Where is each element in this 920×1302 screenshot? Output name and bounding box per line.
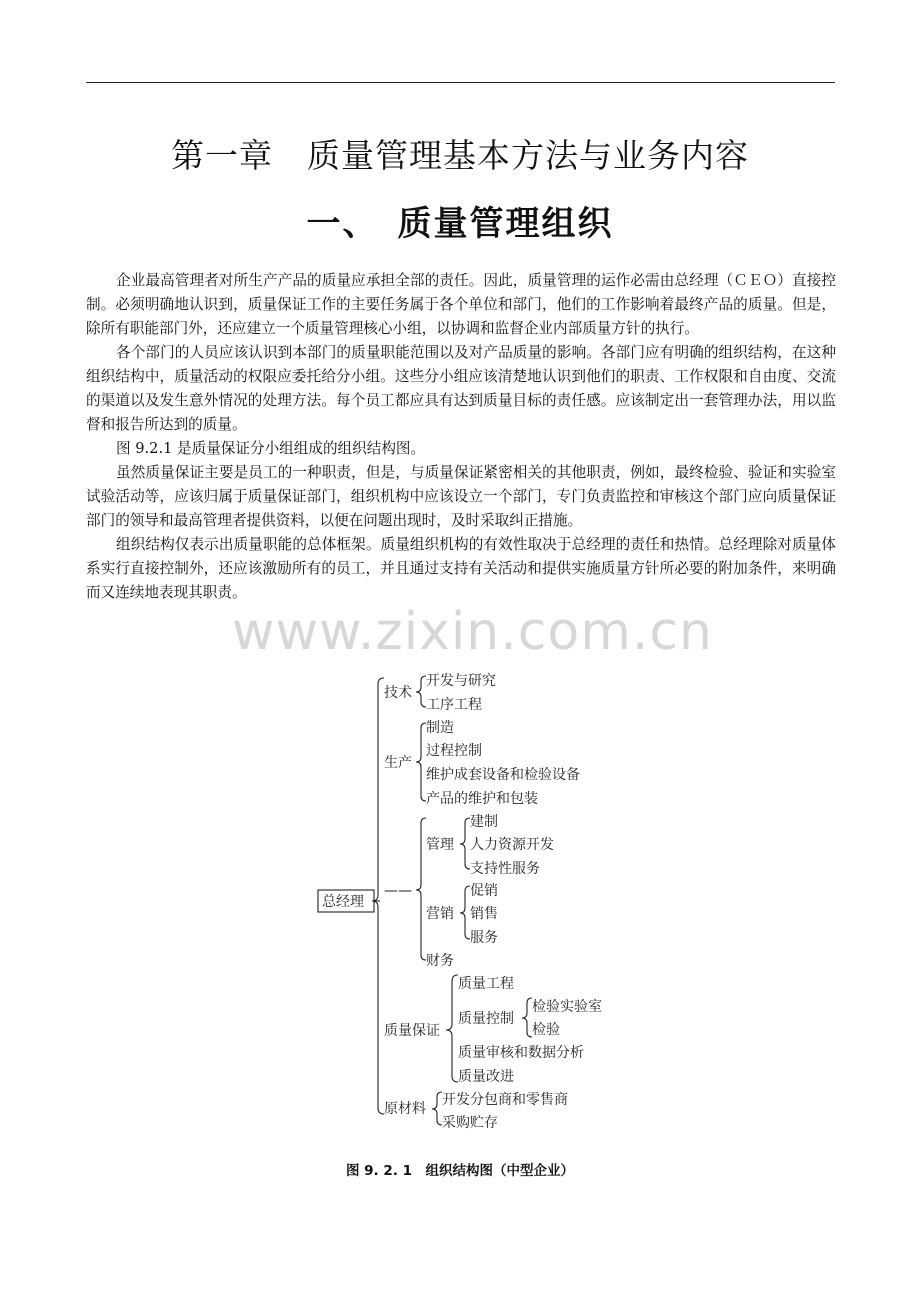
leaf-tech: 工序工程 [426,697,482,713]
paragraph: 图 9.2.1 是质量保证分小组组成的组织结构图。 [116,440,426,457]
leaf-qa: 质量审核和数据分析 [458,1045,584,1061]
node-qa: 质量保证 [384,1023,440,1039]
watermark: www.zixin.com.cn [232,602,713,662]
body-text [86,269,836,605]
leaf-management: 支持性服务 [470,861,540,877]
paragraph: 各个部门的人员应该认识到本部门的质量职能范围以及对产品质量的影响。各部门应有明确的组织结构，在这种组织结构中，质量活动的权限应委托给分小组。这些分小组应该清楚地认识到他们的职责、工作权限和自由度、交流的渠道以及发生意外情况的处理方法。每个员工都应具有达到质量目标的责任感。应该制定出一套管理办法，用以监督和报告所达到的质量。 [86,344,836,433]
leaf-production: 维护成套设备和检验设备 [426,767,580,783]
bracket-management [460,818,470,869]
node-finance: 财务 [426,953,454,969]
bracket-marketing [460,886,470,939]
leaf-materials: 开发分包商和零售商 [442,1092,568,1108]
node-marketing: 营销 [426,906,454,922]
header-rule [86,82,835,83]
paragraph: 组织结构仅表示出质量职能的总体框架。质量组织机构的有效性取决于总经理的责任和热情。总经理除对质量体系实行直接控制外，还应该激励所有的员工，并且通过支持有关活动和提供实施质量方针所必要的附加条件，来明确而又连续地表现其职责。 [86,536,836,601]
leaf-production: 产品的维护和包装 [426,791,538,807]
node-production: 生产 [384,755,412,771]
node-tech: 技术 [384,685,412,701]
leaf-quality-control: 检验 [532,1022,560,1038]
node-quality-control: 质量控制 [458,1011,514,1027]
figure-caption: 图 9. 2. 1 组织结构图（中型企业） [345,1163,575,1179]
leaf-marketing: 促销 [470,883,498,899]
leaf-qa: 质量改进 [458,1069,514,1085]
leaf-management: 人力资源开发 [470,837,554,853]
branch-dash: —— [384,883,412,899]
leaf-production: 过程控制 [426,743,482,759]
org-chart [300,664,630,1144]
paragraph: 企业最高管理者对所生产产品的质量应承担全部的责任。因此，质量管理的运作必需由总经理（ＣＥＯ）直接控制。必须明确地认识到，质量保证工作的主要任务属于各个单位和部门，他们的工作影响着最终产品的质量。但是，除所有职能部门外，还应建立一个质量管理核心小组，以协调和监督企业内部质量方针的执行。 [86,272,836,337]
bracket-quality-control [522,998,532,1037]
chapter-title: 第一章 质量管理基本方法与业务内容 [171,136,749,175]
node-materials: 原材料 [384,1101,426,1117]
leaf-quality-control: 检验实验室 [532,999,602,1015]
leaf-qa: 质量工程 [458,976,514,992]
bracket-qa [446,975,458,1082]
node-management: 管理 [426,837,454,853]
leaf-production: 制造 [426,720,454,736]
paragraph: 虽然质量保证主要是员工的一种职责，但是，与质量保证紧密相关的其他职责，例如，最终检验、验证和实验室试验活动等，应该归属于质量保证部门，组织机构中应该设立一个部门，专门负责监控和审核这个部门应向质量保证部门的领导和最高管理者提供资料，以便在问题出现时，及时采取纠正措施。 [86,464,836,529]
bracket-production [416,723,426,801]
bracket-tech [416,676,426,707]
leaf-management: 建制 [470,814,498,830]
leaf-marketing: 服务 [470,930,498,946]
section-title: 一、 质量管理组织 [306,204,614,244]
bracket-materials [432,1092,442,1125]
org-root: 总经理 [322,894,364,910]
leaf-tech: 开发与研究 [426,673,496,689]
leaf-materials: 采购贮存 [442,1115,498,1131]
bracket-admin [416,818,426,960]
leaf-marketing: 销售 [470,906,498,922]
